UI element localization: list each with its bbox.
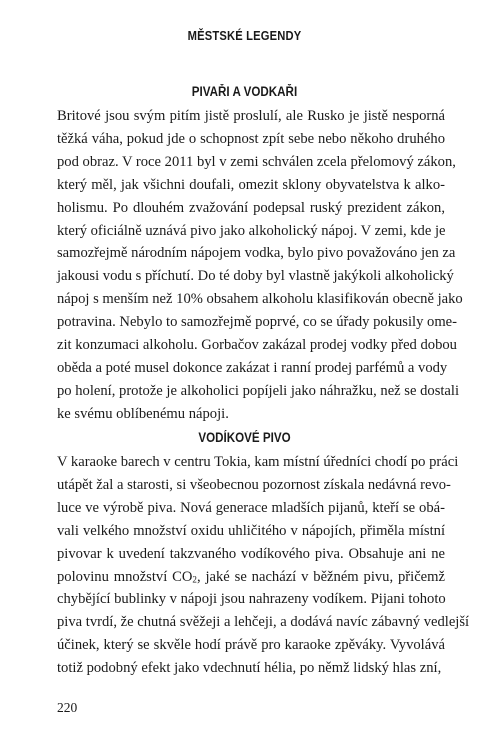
section-body xyxy=(57,105,463,426)
section-heading: PIVAŘI A VODKAŘI xyxy=(191,84,298,99)
text-line: potravina. Nebylo to samozřejmě poprvé, co se úřady pokusily ome- xyxy=(57,314,458,331)
running-head: MĚSTSKÉ LEGENDY xyxy=(187,28,302,43)
text-line: V karaoke barech v centru Tokia, kam místní úředníci chodí po práci xyxy=(57,454,459,470)
text-line: samozřejmě národním nápojem vodka, bylo pivo považováno jen za xyxy=(57,245,456,262)
section-heading: VODÍKOVÉ PIVO xyxy=(198,430,291,445)
text-line: nápoj s menším než 10% obsahem alkoholu klasifikován obecně jako xyxy=(57,291,463,308)
text-line: zit konzumaci alkoholu. Gorbačov zakázal prodej vodky před dobou xyxy=(57,337,457,354)
text-line: ke svému oblíbenému nápoji. xyxy=(57,405,229,422)
text-line: po holení, protože je alkoholici popíjeli jako náhražku, než se dostali xyxy=(57,382,460,399)
text-line: který oficiálně uznává pivo jako alkoholický nápoj. V zemi, kde je xyxy=(57,222,446,239)
text-line: jakousi vodu s příchutí. Do té doby byl vlastně jakýkoli alkoholický xyxy=(57,268,454,285)
page-number: 220 xyxy=(57,700,78,715)
text-line: chybějící bublinky v nápoji jsou nahrazeny vodíkem. Pijani tohoto xyxy=(57,591,446,608)
text-line: pivovar k uvedení takzvaného vodíkového piva. Obsahuje ani ne xyxy=(57,545,445,562)
text-line: holismu. Po dlouhém zvažování podepsal ruský prezident zákon, xyxy=(57,199,445,216)
text-line: piva tvrdí, že chutná svěžeji a lehčeji, a dodává navíc zábavný vedlejší xyxy=(57,614,470,631)
text-line: polovinu množství $CO_2$, jaké se nachází v běžném pivu, přičemž xyxy=(57,568,445,585)
section-body xyxy=(57,451,470,680)
text-line: vali velkého množství oxidu uhličitého v nápojích, přiměla místní xyxy=(57,522,445,539)
text-line: luce ve výrobě piva. Nová generace mladších pijanů, kteří se obá- xyxy=(57,499,445,516)
text-line: oběda a poté musel dokonce zakázat i ranní prodej parfémů a vody xyxy=(57,359,448,376)
text-line: těžká váha, pokud jde o schopnost zpít sebe nebo někoho druhého xyxy=(57,130,445,147)
text-line: pod obraz. V roce 2011 byl v zemi schválen zcela přelomový zákon, xyxy=(57,153,456,170)
text-line: který měl, jak všichni doufali, omezit sklony obyvatelstva k alko- xyxy=(57,176,445,193)
text-line: utápět žal a starosti, si všeobecnou pozornost získala nedávná revo- xyxy=(57,476,451,493)
text-line: Britové jsou svým pitím jistě proslulí, ale Rusko je jistě nesporná xyxy=(57,108,445,124)
text-line: totiž podobný efekt jako vdechnutí hélia, po němž lidský hlas zní, xyxy=(57,660,442,677)
text-line: účinek, který se skvěle hodí právě pro karaoke zpěváky. Vyvolává xyxy=(57,637,445,654)
